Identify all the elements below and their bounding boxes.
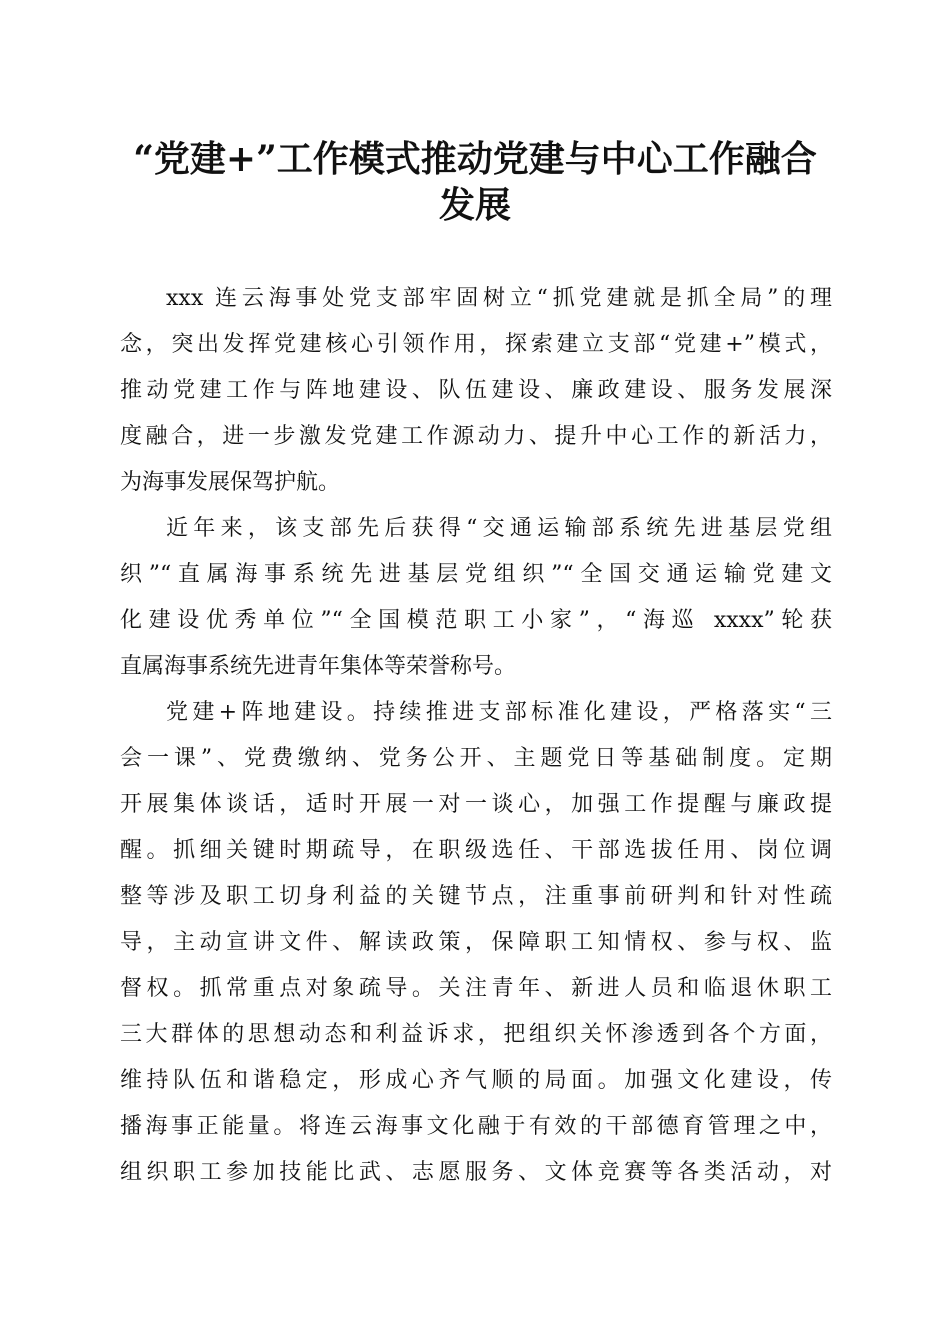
paragraph-line: 播海事正能量。将连云海事文化融于有效的干部德育管理之中， — [120, 1114, 832, 1139]
paragraph-line: 会一课”、党费缴纳、党务公开、主题党日等基础制度。定期 — [120, 746, 832, 771]
paragraph-line: 维持队伍和谐稳定，形成心齐气顺的局面。加强文化建设，传 — [120, 1068, 832, 1093]
paragraph — [120, 506, 832, 690]
paragraph-line: 织”“直属海事系统先进基层党组织”“全国交通运输党建文 — [120, 562, 832, 587]
paragraph-line: xxx 连云海事处党支部牢固树立“抓党建就是抓全局”的理 — [166, 286, 832, 311]
document-body — [120, 276, 832, 1196]
paragraph-line: 整等涉及职工切身利益的关键节点，注重事前研判和针对性疏 — [120, 884, 832, 909]
paragraph-line: 开展集体谈话，适时开展一对一谈心，加强工作提醒与廉政提 — [120, 792, 832, 817]
title-line: “党建+”工作模式推动党建与中心工作融合 — [133, 138, 817, 180]
paragraph-line: 推动党建工作与阵地建设、队伍建设、廉政建设、服务发展深 — [120, 378, 832, 403]
paragraph-line: 导，主动宣讲文件、解读政策，保障职工知情权、参与权、监 — [120, 930, 832, 955]
paragraph-line: 度融合，进一步激发党建工作源动力、提升中心工作的新活力， — [120, 424, 832, 449]
paragraph-line: 组织职工参加技能比武、志愿服务、文体竞赛等各类活动，对 — [120, 1160, 832, 1185]
paragraph-line: 近年来，该支部先后获得“交通运输部系统先进基层党组 — [166, 516, 832, 541]
paragraph-line: 为海事发展保驾护航。 — [120, 470, 341, 495]
paragraph — [120, 690, 832, 1196]
paragraph-line: 党建+阵地建设。持续推进支部标准化建设，严格落实“三 — [166, 700, 832, 725]
document-title — [100, 136, 850, 228]
paragraph-line: 直属海事系统先进青年集体等荣誉称号。 — [120, 654, 517, 679]
paragraph-line: 念，突出发挥党建核心引领作用，探索建立支部“党建+”模式， — [120, 332, 832, 357]
paragraph — [120, 276, 832, 506]
paragraph-line: 化建设优秀单位”“全国模范职工小家”，“海巡 xxxx”轮获 — [120, 608, 832, 633]
paragraph-line: 督权。抓常重点对象疏导。关注青年、新进人员和临退休职工 — [120, 976, 832, 1001]
title-line: 发展 — [438, 184, 511, 226]
paragraph-line: 醒。抓细关键时期疏导，在职级选任、干部选拔任用、岗位调 — [120, 838, 832, 863]
paragraph-line: 三大群体的思想动态和利益诉求，把组织关怀渗透到各个方面， — [120, 1022, 832, 1047]
